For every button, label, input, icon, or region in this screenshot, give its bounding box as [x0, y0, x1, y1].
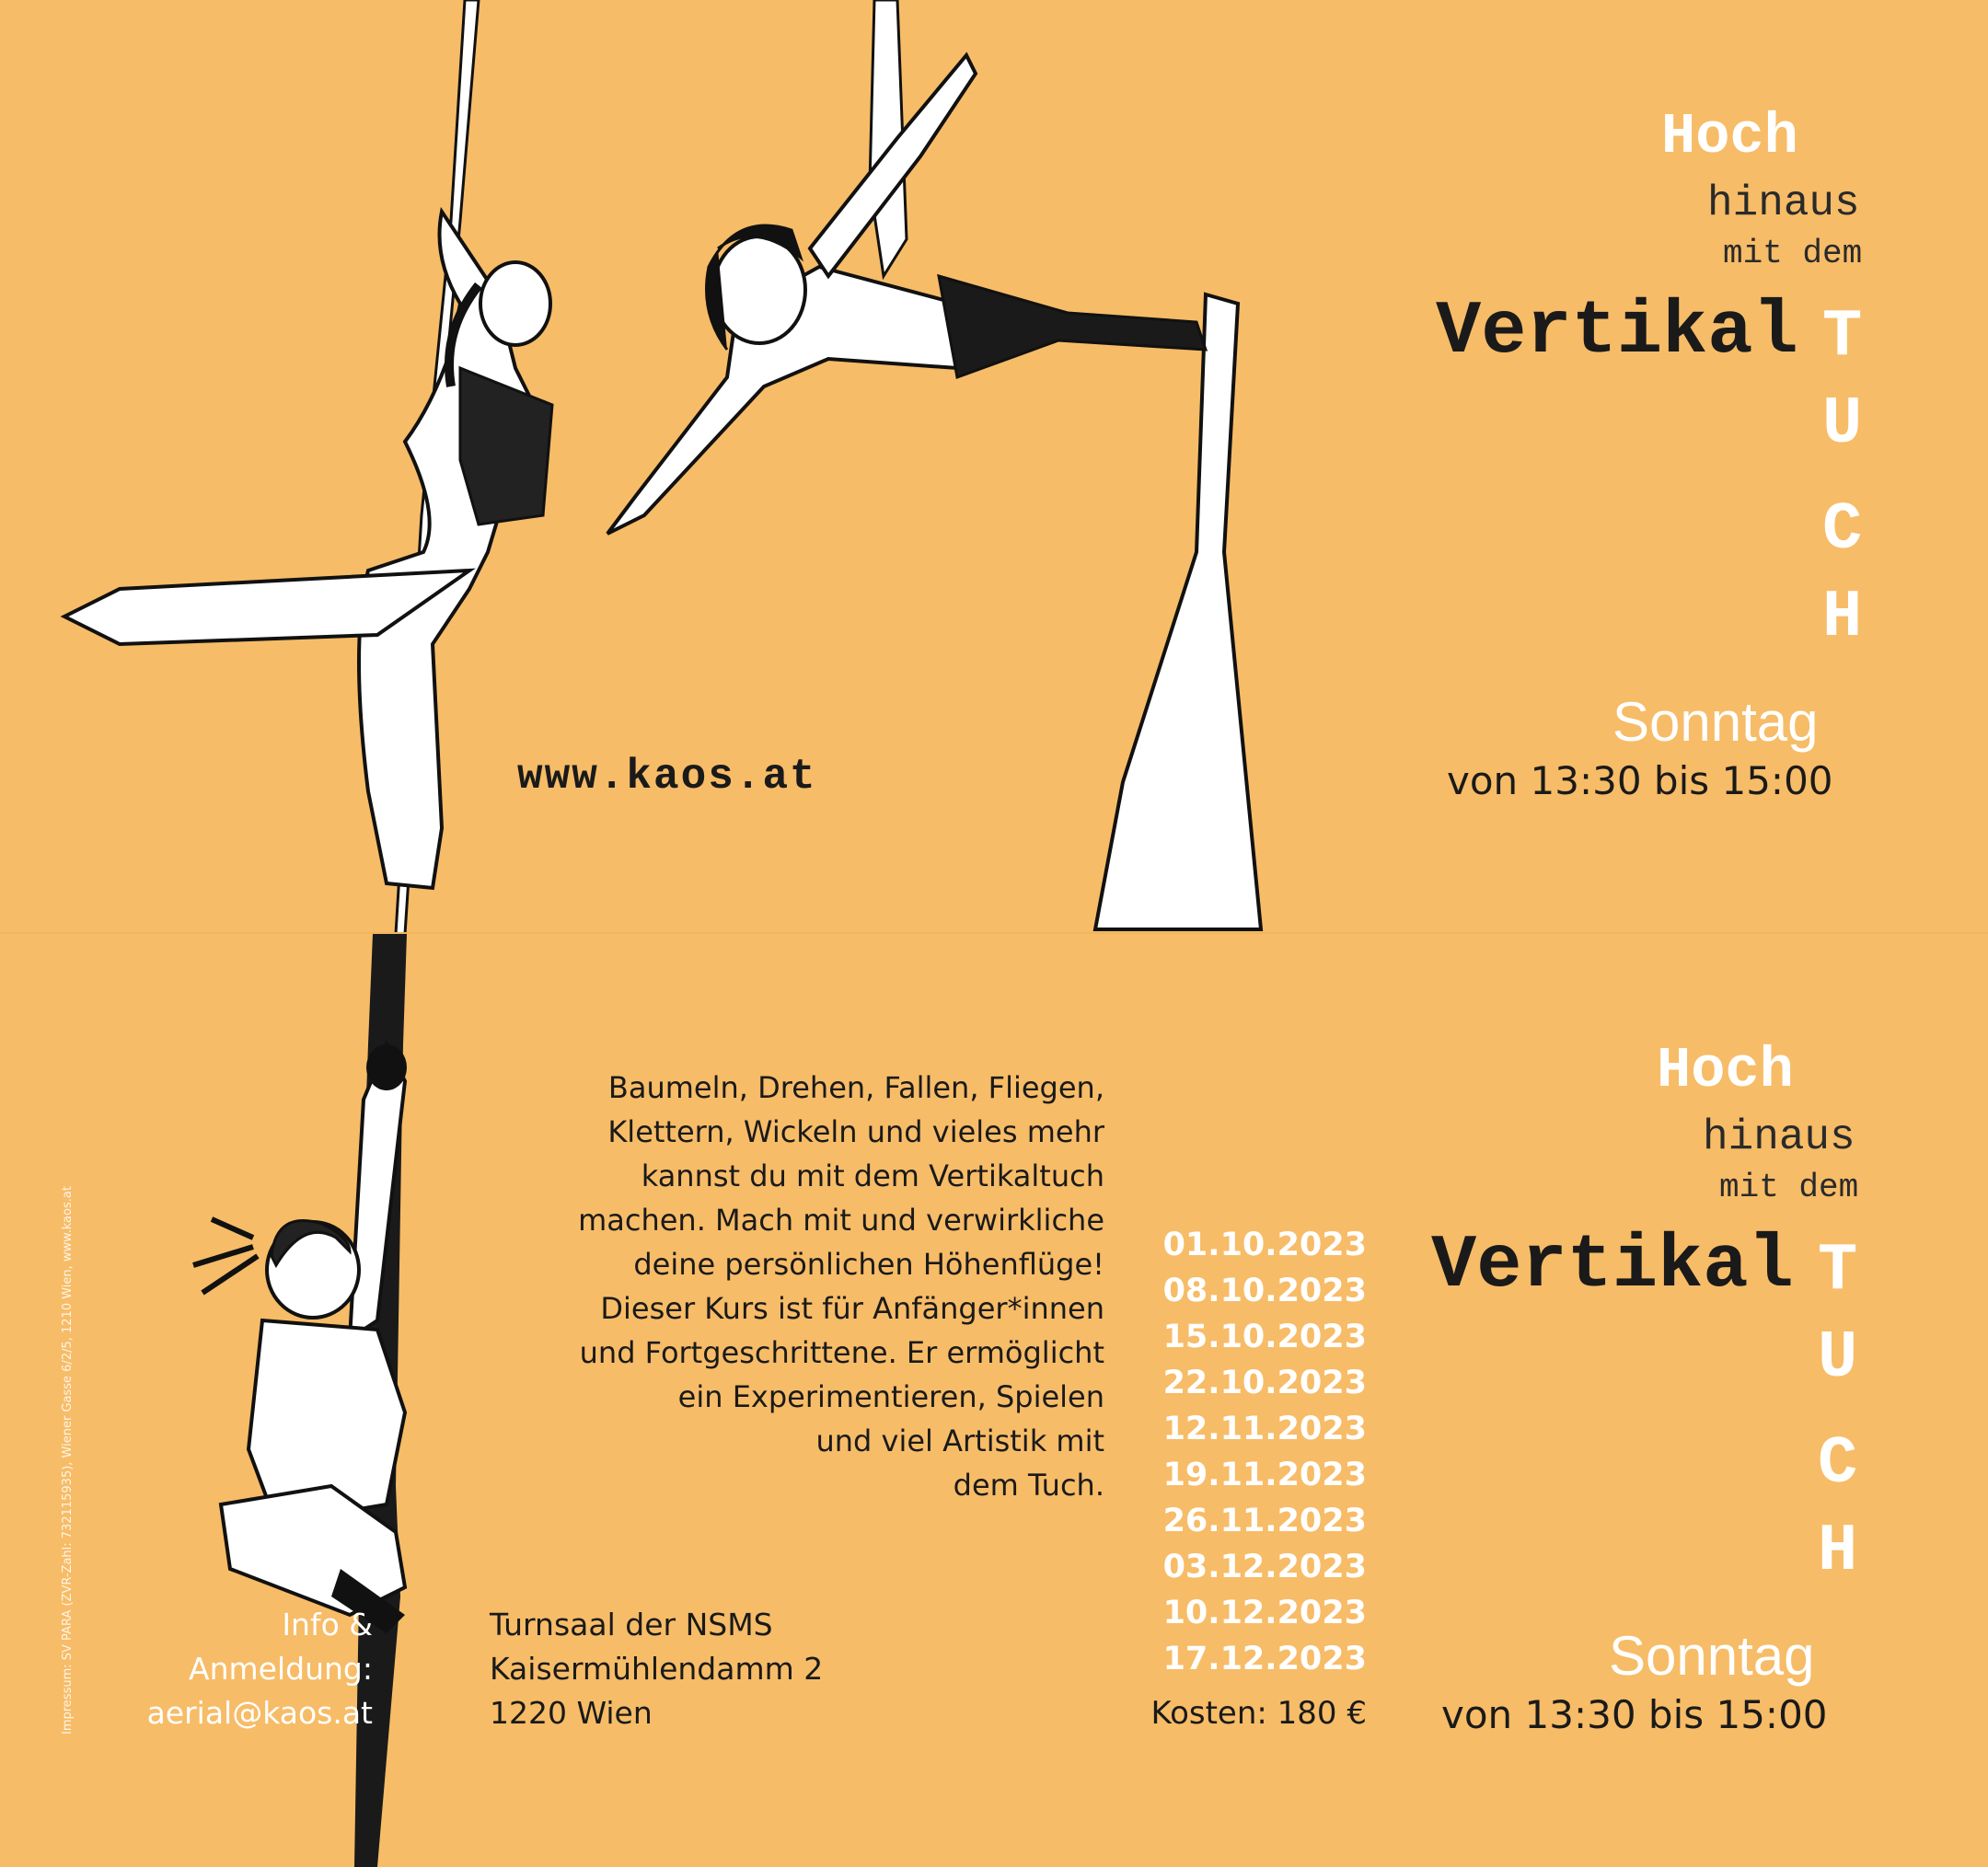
- info-registration: [110, 1603, 373, 1735]
- title-vertikal: Vertikal: [1431, 1223, 1794, 1308]
- info-line: Info &: [282, 1607, 373, 1642]
- description-line: Klettern, Wickeln und vieles mehr: [607, 1114, 1104, 1149]
- course-date: 15.10.2023: [1162, 1319, 1367, 1355]
- impressum-text: Impressum: SV PARA (ZVR-Zahl: 732115935), Wiener Gasse 6/2/5, 1210 Wien, www.kaos.at: [61, 1186, 75, 1734]
- title-tuch-letter-c: C: [1818, 1426, 1858, 1502]
- title-mitdem: mit dem: [1719, 1169, 1859, 1206]
- contact-email-link[interactable]: aerial@kaos.at: [146, 1695, 373, 1731]
- address-line: Kaisermühlendamm 2: [490, 1651, 824, 1687]
- course-date: 17.12.2023: [1162, 1641, 1367, 1677]
- title-hinaus: hinaus: [1707, 179, 1860, 227]
- title-tuch-letter-u: U: [1818, 1320, 1858, 1396]
- title-tuch-letter-t: T: [1822, 299, 1863, 375]
- description-line: Dieser Kurs ist für Anfänger*innen: [600, 1291, 1104, 1326]
- title-tuch-letter-c: C: [1822, 492, 1863, 568]
- title-hoch: Hoch: [1661, 104, 1798, 169]
- description-line: kannst du mit dem Vertikaltuch: [641, 1158, 1104, 1193]
- title-hoch: Hoch: [1657, 1038, 1794, 1103]
- title-tuch-letter-h: H: [1818, 1514, 1858, 1589]
- venue-address: [490, 1603, 839, 1735]
- address-line: 1220 Wien: [490, 1695, 653, 1731]
- course-date: 19.11.2023: [1162, 1457, 1367, 1493]
- description-line: Baumeln, Drehen, Fallen, Fliegen,: [607, 1070, 1104, 1105]
- course-date: 08.10.2023: [1162, 1273, 1367, 1309]
- description-paragraph: [515, 1066, 1104, 1507]
- title-hinaus: hinaus: [1703, 1113, 1855, 1161]
- description-line: dem Tuch.: [953, 1468, 1104, 1503]
- title-vertikal: Vertikal: [1436, 289, 1798, 375]
- course-date: 01.10.2023: [1162, 1227, 1367, 1263]
- course-date: 26.11.2023: [1162, 1503, 1367, 1539]
- description-line: ein Experimentieren, Spielen: [677, 1379, 1104, 1414]
- course-cost: Kosten: 180 €: [1150, 1695, 1367, 1732]
- course-date: 12.11.2023: [1162, 1411, 1367, 1447]
- address-line: Turnsaal der NSMS: [490, 1607, 773, 1642]
- title-tuch-letter-h: H: [1822, 580, 1863, 655]
- course-dates-list: [1104, 1222, 1367, 1682]
- day-label: Sonntag: [1612, 691, 1819, 753]
- description-line: deine persönlichen Höhenflüge!: [633, 1247, 1104, 1282]
- title-mitdem: mit dem: [1723, 235, 1863, 272]
- course-date: 22.10.2023: [1162, 1365, 1367, 1401]
- time-label: von 13:30 bis 15:00: [1447, 758, 1833, 803]
- description-line: und Fortgeschrittene. Er ermöglicht: [579, 1335, 1104, 1370]
- title-tuch-letter-t: T: [1818, 1233, 1858, 1308]
- info-line: Anmeldung:: [189, 1651, 373, 1687]
- day-label: Sonntag: [1609, 1625, 1815, 1687]
- course-date: 10.12.2023: [1162, 1595, 1367, 1631]
- title-tuch-letter-u: U: [1822, 386, 1863, 462]
- course-date: 03.12.2023: [1162, 1549, 1367, 1585]
- description-line: machen. Mach mit und verwirkliche: [578, 1203, 1104, 1238]
- bottom-card: [0, 934, 1988, 1867]
- description-line: und viel Artistik mit: [815, 1423, 1104, 1458]
- time-label: von 13:30 bis 15:00: [1441, 1692, 1828, 1737]
- website-url[interactable]: www.kaos.at: [517, 753, 817, 801]
